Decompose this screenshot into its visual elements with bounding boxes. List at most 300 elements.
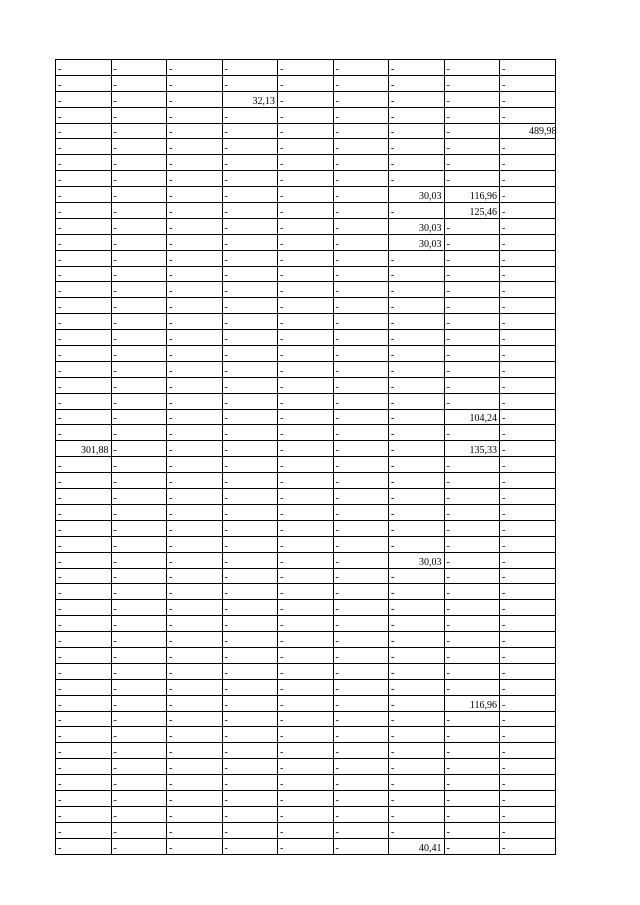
table-cell[interactable] [167, 425, 223, 441]
table-cell[interactable] [444, 838, 500, 854]
table-cell[interactable] [222, 60, 278, 76]
table-cell[interactable] [278, 822, 334, 838]
table-cell[interactable] [222, 806, 278, 822]
table-cell[interactable] [389, 330, 445, 346]
table-cell[interactable] [333, 822, 389, 838]
table-cell[interactable] [333, 457, 389, 473]
table-cell[interactable] [444, 441, 500, 457]
table-cell[interactable] [278, 91, 334, 107]
table-cell[interactable] [278, 393, 334, 409]
table-cell[interactable] [500, 600, 556, 616]
table-cell[interactable] [278, 473, 334, 489]
table-cell[interactable] [222, 489, 278, 505]
table-cell[interactable] [56, 377, 112, 393]
table-cell[interactable] [56, 504, 112, 520]
table-cell[interactable] [389, 775, 445, 791]
table-cell[interactable] [111, 155, 167, 171]
table-cell[interactable] [167, 393, 223, 409]
table-cell[interactable] [111, 647, 167, 663]
table-cell[interactable] [222, 266, 278, 282]
table-cell[interactable] [167, 822, 223, 838]
table-cell[interactable] [167, 727, 223, 743]
table-cell[interactable] [333, 425, 389, 441]
table-cell[interactable] [444, 266, 500, 282]
table-cell[interactable] [56, 75, 112, 91]
table-cell[interactable] [500, 107, 556, 123]
table-cell[interactable] [444, 346, 500, 362]
table-cell[interactable] [222, 536, 278, 552]
table-cell[interactable] [500, 203, 556, 219]
table-cell[interactable] [111, 632, 167, 648]
table-cell[interactable] [500, 489, 556, 505]
table-cell[interactable] [500, 298, 556, 314]
table-cell[interactable] [167, 91, 223, 107]
table-cell[interactable] [333, 584, 389, 600]
table-cell[interactable] [444, 234, 500, 250]
table-cell[interactable] [222, 584, 278, 600]
table-cell[interactable] [500, 775, 556, 791]
table-cell[interactable] [333, 409, 389, 425]
table-cell[interactable] [500, 346, 556, 362]
table-cell[interactable] [222, 234, 278, 250]
table-cell[interactable] [333, 647, 389, 663]
table-cell[interactable] [333, 600, 389, 616]
table-cell[interactable] [444, 473, 500, 489]
table-cell[interactable] [444, 616, 500, 632]
table-cell[interactable] [333, 568, 389, 584]
table-cell[interactable] [56, 838, 112, 854]
table-cell[interactable] [500, 171, 556, 187]
table-cell[interactable] [389, 250, 445, 266]
table-cell[interactable] [222, 393, 278, 409]
table-cell[interactable] [278, 536, 334, 552]
table-cell[interactable] [167, 632, 223, 648]
table-cell[interactable] [333, 441, 389, 457]
table-cell[interactable] [278, 711, 334, 727]
table-cell[interactable] [167, 552, 223, 568]
table-cell[interactable] [444, 203, 500, 219]
table-cell[interactable] [333, 60, 389, 76]
table-cell[interactable] [389, 361, 445, 377]
table-cell[interactable] [222, 91, 278, 107]
table-cell[interactable] [278, 60, 334, 76]
table-cell[interactable] [222, 504, 278, 520]
table-cell[interactable] [111, 568, 167, 584]
table-cell[interactable] [444, 425, 500, 441]
table-cell[interactable] [389, 171, 445, 187]
table-cell[interactable] [167, 679, 223, 695]
table-cell[interactable] [56, 552, 112, 568]
table-cell[interactable] [111, 425, 167, 441]
table-cell[interactable] [444, 139, 500, 155]
table-cell[interactable] [111, 139, 167, 155]
table-cell[interactable] [111, 266, 167, 282]
table-cell[interactable] [111, 377, 167, 393]
table-cell[interactable] [500, 377, 556, 393]
table-cell[interactable] [444, 409, 500, 425]
table-cell[interactable] [167, 520, 223, 536]
table-cell[interactable] [56, 743, 112, 759]
table-cell[interactable] [56, 616, 112, 632]
table-cell[interactable] [111, 504, 167, 520]
table-cell[interactable] [167, 584, 223, 600]
table-cell[interactable] [500, 91, 556, 107]
table-cell[interactable] [500, 314, 556, 330]
table-cell[interactable] [389, 266, 445, 282]
table-cell[interactable] [444, 314, 500, 330]
table-cell[interactable] [167, 361, 223, 377]
table-cell[interactable] [389, 139, 445, 155]
table-cell[interactable] [444, 187, 500, 203]
table-cell[interactable] [278, 743, 334, 759]
table-cell[interactable] [389, 203, 445, 219]
table-cell[interactable] [500, 584, 556, 600]
table-cell[interactable] [333, 187, 389, 203]
table-cell[interactable] [500, 806, 556, 822]
table-cell[interactable] [278, 727, 334, 743]
table-cell[interactable] [167, 330, 223, 346]
table-cell[interactable] [167, 155, 223, 171]
table-cell[interactable] [111, 330, 167, 346]
table-cell[interactable] [444, 520, 500, 536]
table-cell[interactable] [444, 250, 500, 266]
table-cell[interactable] [333, 377, 389, 393]
table-cell[interactable] [500, 441, 556, 457]
table-cell[interactable] [111, 123, 167, 139]
table-cell[interactable] [167, 123, 223, 139]
table-cell[interactable] [333, 806, 389, 822]
table-cell[interactable] [500, 504, 556, 520]
table-cell[interactable] [222, 568, 278, 584]
table-cell[interactable] [278, 409, 334, 425]
table-cell[interactable] [111, 91, 167, 107]
table-cell[interactable] [500, 647, 556, 663]
table-cell[interactable] [444, 695, 500, 711]
table-cell[interactable] [111, 584, 167, 600]
table-cell[interactable] [278, 663, 334, 679]
table-cell[interactable] [389, 663, 445, 679]
table-cell[interactable] [278, 806, 334, 822]
table-cell[interactable] [56, 441, 112, 457]
table-cell[interactable] [222, 218, 278, 234]
table-cell[interactable] [111, 107, 167, 123]
table-cell[interactable] [500, 743, 556, 759]
table-cell[interactable] [444, 107, 500, 123]
table-cell[interactable] [500, 425, 556, 441]
table-cell[interactable] [222, 75, 278, 91]
table-cell[interactable] [389, 489, 445, 505]
table-cell[interactable] [56, 600, 112, 616]
table-cell[interactable] [167, 647, 223, 663]
table-cell[interactable] [389, 346, 445, 362]
table-cell[interactable] [278, 139, 334, 155]
table-cell[interactable] [444, 393, 500, 409]
table-cell[interactable] [167, 711, 223, 727]
table-cell[interactable] [278, 441, 334, 457]
table-cell[interactable] [444, 775, 500, 791]
table-cell[interactable] [333, 298, 389, 314]
table-cell[interactable] [167, 790, 223, 806]
table-cell[interactable] [222, 759, 278, 775]
table-cell[interactable] [500, 520, 556, 536]
table-cell[interactable] [444, 790, 500, 806]
table-cell[interactable] [111, 727, 167, 743]
table-cell[interactable] [56, 203, 112, 219]
table-cell[interactable] [500, 790, 556, 806]
table-cell[interactable] [389, 314, 445, 330]
table-cell[interactable] [278, 552, 334, 568]
table-cell[interactable] [333, 727, 389, 743]
table-cell[interactable] [167, 107, 223, 123]
table-cell[interactable] [444, 711, 500, 727]
table-cell[interactable] [500, 123, 556, 139]
table-cell[interactable] [278, 425, 334, 441]
table-cell[interactable] [500, 663, 556, 679]
table-cell[interactable] [56, 187, 112, 203]
table-cell[interactable] [222, 663, 278, 679]
table-cell[interactable] [111, 743, 167, 759]
table-cell[interactable] [500, 838, 556, 854]
table-cell[interactable] [56, 171, 112, 187]
table-cell[interactable] [389, 647, 445, 663]
table-cell[interactable] [56, 346, 112, 362]
table-cell[interactable] [333, 775, 389, 791]
table-cell[interactable] [167, 171, 223, 187]
table-cell[interactable] [444, 155, 500, 171]
table-cell[interactable] [111, 409, 167, 425]
table-cell[interactable] [278, 203, 334, 219]
table-cell[interactable] [222, 647, 278, 663]
table-cell[interactable] [167, 266, 223, 282]
table-cell[interactable] [389, 838, 445, 854]
table-cell[interactable] [56, 425, 112, 441]
table-cell[interactable] [444, 75, 500, 91]
table-cell[interactable] [333, 743, 389, 759]
table-cell[interactable] [500, 266, 556, 282]
table-cell[interactable] [389, 743, 445, 759]
table-cell[interactable] [56, 457, 112, 473]
table-cell[interactable] [278, 838, 334, 854]
table-cell[interactable] [222, 743, 278, 759]
table-cell[interactable] [278, 377, 334, 393]
table-cell[interactable] [56, 155, 112, 171]
table-cell[interactable] [111, 393, 167, 409]
table-cell[interactable] [222, 282, 278, 298]
table-cell[interactable] [444, 330, 500, 346]
table-cell[interactable] [278, 489, 334, 505]
table-cell[interactable] [56, 250, 112, 266]
table-cell[interactable] [56, 520, 112, 536]
table-cell[interactable] [222, 775, 278, 791]
table-cell[interactable] [500, 187, 556, 203]
table-cell[interactable] [111, 552, 167, 568]
table-cell[interactable] [111, 822, 167, 838]
table-cell[interactable] [111, 775, 167, 791]
table-cell[interactable] [56, 91, 112, 107]
table-cell[interactable] [56, 393, 112, 409]
table-cell[interactable] [333, 314, 389, 330]
table-cell[interactable] [500, 250, 556, 266]
table-cell[interactable] [167, 600, 223, 616]
table-cell[interactable] [222, 314, 278, 330]
table-cell[interactable] [167, 806, 223, 822]
table-cell[interactable] [56, 790, 112, 806]
table-cell[interactable] [222, 123, 278, 139]
table-cell[interactable] [444, 123, 500, 139]
table-cell[interactable] [389, 107, 445, 123]
table-cell[interactable] [500, 695, 556, 711]
table-cell[interactable] [111, 441, 167, 457]
table-cell[interactable] [500, 218, 556, 234]
table-cell[interactable] [278, 330, 334, 346]
table-cell[interactable] [167, 409, 223, 425]
table-cell[interactable] [389, 806, 445, 822]
table-cell[interactable] [167, 218, 223, 234]
table-cell[interactable] [56, 632, 112, 648]
table-cell[interactable] [389, 298, 445, 314]
table-cell[interactable] [444, 504, 500, 520]
table-cell[interactable] [389, 91, 445, 107]
table-cell[interactable] [111, 75, 167, 91]
table-cell[interactable] [278, 75, 334, 91]
table-cell[interactable] [222, 552, 278, 568]
table-cell[interactable] [111, 314, 167, 330]
table-cell[interactable] [389, 473, 445, 489]
table-cell[interactable] [222, 632, 278, 648]
table-cell[interactable] [389, 218, 445, 234]
table-cell[interactable] [56, 759, 112, 775]
table-cell[interactable] [111, 695, 167, 711]
table-cell[interactable] [222, 457, 278, 473]
table-cell[interactable] [389, 822, 445, 838]
table-cell[interactable] [56, 314, 112, 330]
table-cell[interactable] [278, 346, 334, 362]
table-cell[interactable] [389, 568, 445, 584]
table-cell[interactable] [444, 679, 500, 695]
table-cell[interactable] [56, 568, 112, 584]
table-cell[interactable] [278, 790, 334, 806]
table-cell[interactable] [444, 647, 500, 663]
table-cell[interactable] [222, 330, 278, 346]
table-cell[interactable] [389, 520, 445, 536]
table-cell[interactable] [222, 377, 278, 393]
table-cell[interactable] [333, 234, 389, 250]
table-cell[interactable] [111, 600, 167, 616]
table-cell[interactable] [56, 107, 112, 123]
table-cell[interactable] [333, 838, 389, 854]
table-cell[interactable] [167, 568, 223, 584]
table-cell[interactable] [56, 218, 112, 234]
table-cell[interactable] [222, 441, 278, 457]
table-cell[interactable] [444, 489, 500, 505]
table-cell[interactable] [56, 647, 112, 663]
table-cell[interactable] [500, 457, 556, 473]
table-cell[interactable] [111, 171, 167, 187]
table-cell[interactable] [56, 584, 112, 600]
table-cell[interactable] [56, 806, 112, 822]
table-cell[interactable] [278, 171, 334, 187]
table-cell[interactable] [389, 234, 445, 250]
table-cell[interactable] [56, 663, 112, 679]
table-cell[interactable] [500, 330, 556, 346]
table-cell[interactable] [333, 679, 389, 695]
table-cell[interactable] [333, 266, 389, 282]
table-cell[interactable] [333, 139, 389, 155]
table-cell[interactable] [500, 473, 556, 489]
table-cell[interactable] [389, 155, 445, 171]
table-cell[interactable] [333, 250, 389, 266]
table-cell[interactable] [167, 377, 223, 393]
table-cell[interactable] [167, 695, 223, 711]
table-cell[interactable] [444, 60, 500, 76]
table-cell[interactable] [111, 346, 167, 362]
table-cell[interactable] [444, 743, 500, 759]
table-cell[interactable] [444, 536, 500, 552]
table-cell[interactable] [333, 282, 389, 298]
table-cell[interactable] [167, 314, 223, 330]
table-cell[interactable] [389, 711, 445, 727]
table-cell[interactable] [333, 552, 389, 568]
table-cell[interactable] [111, 282, 167, 298]
table-cell[interactable] [222, 822, 278, 838]
table-cell[interactable] [333, 632, 389, 648]
table-cell[interactable] [278, 155, 334, 171]
table-cell[interactable] [500, 679, 556, 695]
table-cell[interactable] [111, 250, 167, 266]
table-cell[interactable] [389, 790, 445, 806]
table-cell[interactable] [278, 775, 334, 791]
table-cell[interactable] [167, 838, 223, 854]
table-cell[interactable] [167, 536, 223, 552]
table-cell[interactable] [333, 695, 389, 711]
table-cell[interactable] [56, 695, 112, 711]
table-cell[interactable] [278, 759, 334, 775]
table-cell[interactable] [56, 361, 112, 377]
table-cell[interactable] [222, 155, 278, 171]
table-cell[interactable] [500, 536, 556, 552]
table-cell[interactable] [389, 409, 445, 425]
table-cell[interactable] [111, 806, 167, 822]
table-cell[interactable] [222, 520, 278, 536]
table-cell[interactable] [444, 822, 500, 838]
table-cell[interactable] [56, 123, 112, 139]
table-cell[interactable] [333, 504, 389, 520]
table-cell[interactable] [444, 361, 500, 377]
table-cell[interactable] [167, 441, 223, 457]
table-cell[interactable] [278, 298, 334, 314]
table-cell[interactable] [222, 838, 278, 854]
table-cell[interactable] [167, 504, 223, 520]
table-cell[interactable] [333, 616, 389, 632]
table-cell[interactable] [500, 616, 556, 632]
table-cell[interactable] [333, 536, 389, 552]
table-cell[interactable] [444, 457, 500, 473]
table-cell[interactable] [444, 663, 500, 679]
table-cell[interactable] [167, 775, 223, 791]
table-cell[interactable] [167, 616, 223, 632]
table-cell[interactable] [222, 790, 278, 806]
table-cell[interactable] [500, 393, 556, 409]
table-cell[interactable] [333, 361, 389, 377]
table-cell[interactable] [56, 330, 112, 346]
table-cell[interactable] [111, 790, 167, 806]
table-cell[interactable] [333, 155, 389, 171]
table-cell[interactable] [333, 759, 389, 775]
table-cell[interactable] [167, 139, 223, 155]
table-cell[interactable] [444, 727, 500, 743]
table-cell[interactable] [389, 695, 445, 711]
table-cell[interactable] [167, 250, 223, 266]
